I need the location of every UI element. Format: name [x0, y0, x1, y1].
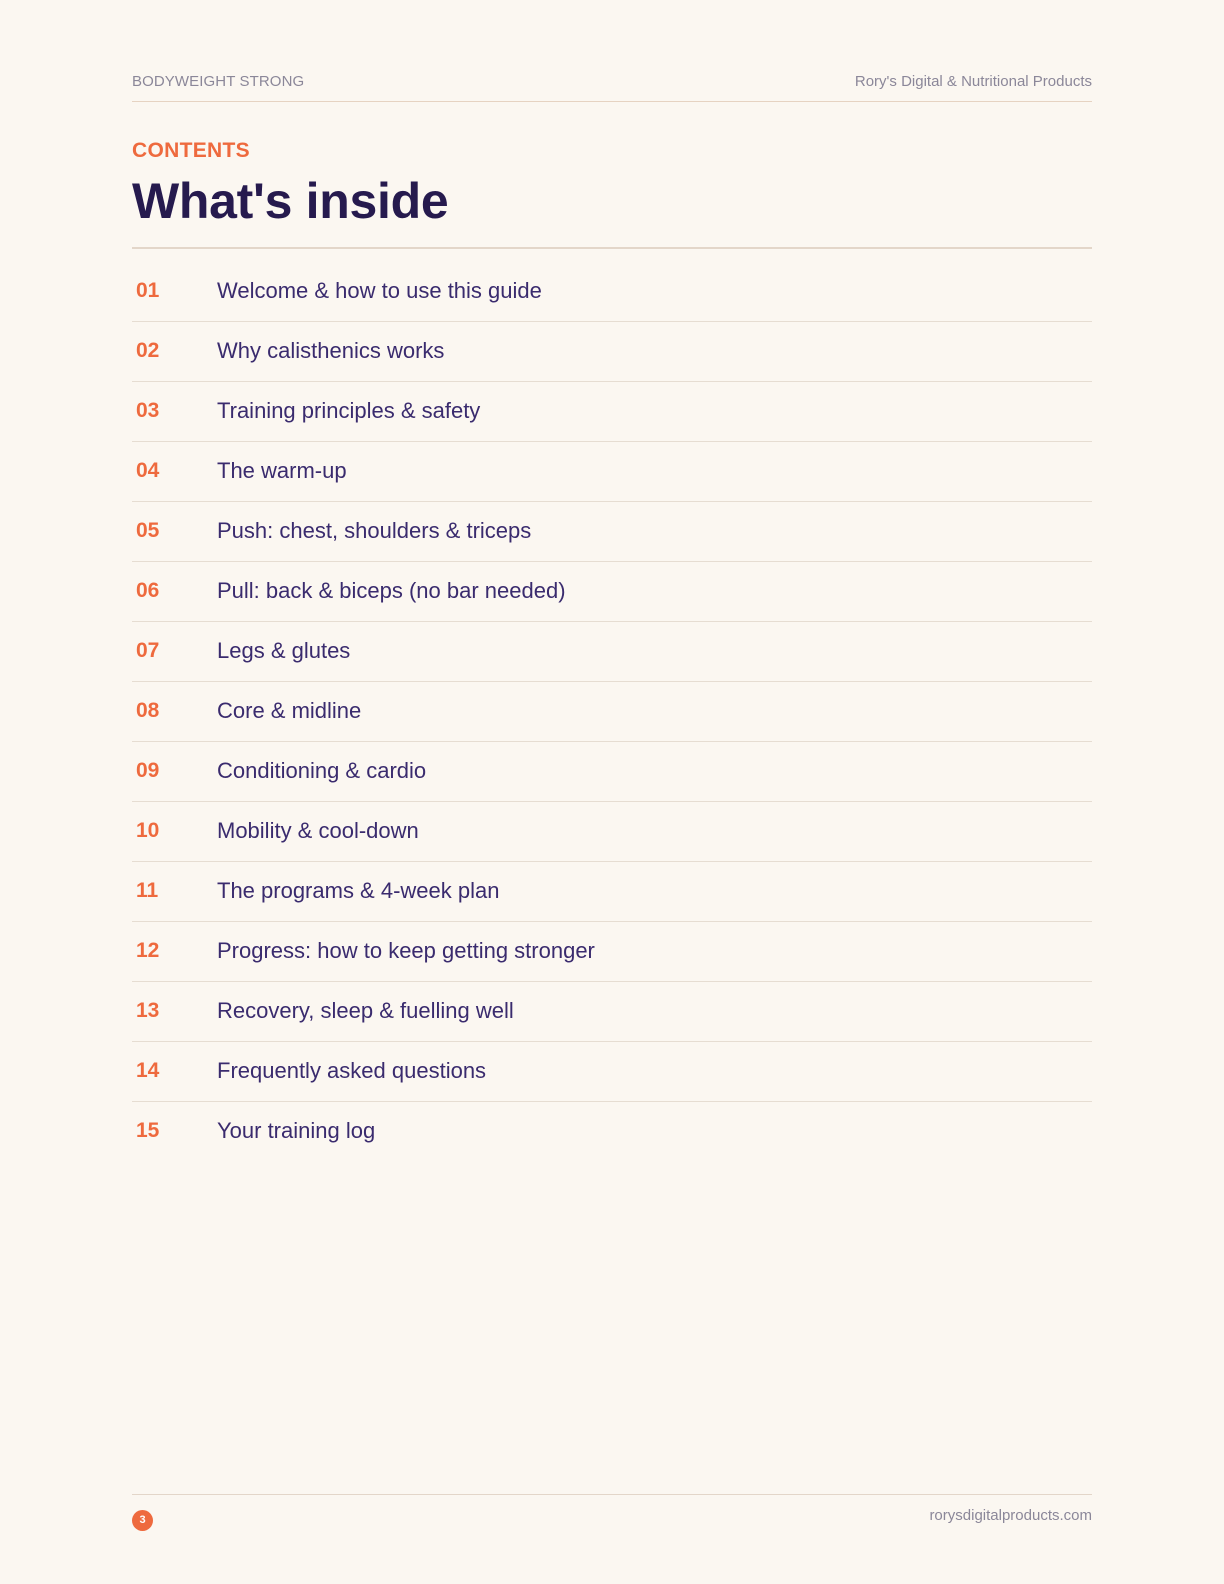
footer-divider: [132, 1494, 1092, 1495]
toc-item-label: Legs & glutes: [217, 638, 351, 663]
toc-item-number: 11: [136, 879, 159, 902]
toc-item-number: 01: [136, 279, 160, 302]
toc-item-label: Push: chest, shoulders & triceps: [217, 518, 532, 543]
toc-item-label: The programs & 4-week plan: [217, 878, 500, 903]
toc-item-number: 09: [136, 759, 160, 782]
toc-item-number: 13: [136, 999, 160, 1022]
toc-item-label: Training principles & safety: [217, 398, 481, 423]
toc-item-number: 08: [136, 699, 160, 722]
toc-item-number: 03: [136, 399, 160, 422]
toc-item-label: Progress: how to keep getting stronger: [217, 938, 595, 963]
toc-item[interactable]: [132, 982, 1092, 1042]
toc-item-number: 12: [136, 939, 160, 962]
toc-item-label: Recovery, sleep & fuelling well: [217, 998, 514, 1023]
running-header: [132, 71, 1092, 102]
page-number-badge: 3: [132, 1510, 153, 1531]
section-kicker: CONTENTS: [132, 139, 250, 162]
toc-item-label: Conditioning & cardio: [217, 758, 427, 783]
toc-item-number: 10: [136, 819, 160, 842]
contents-page: [132, 0, 1092, 1584]
title-divider: [132, 247, 1092, 249]
guide-title: BODYWEIGHT STRONG: [132, 73, 305, 90]
toc-item-label: Core & midline: [217, 698, 362, 723]
toc-item-label: Pull: back & biceps (no bar needed): [217, 578, 566, 603]
toc-item[interactable]: [132, 1102, 1092, 1161]
toc-item[interactable]: [132, 262, 1092, 322]
toc-item[interactable]: [132, 382, 1092, 442]
toc-item-number: 05: [136, 519, 160, 542]
toc-item-number: 06: [136, 579, 160, 602]
toc-item-number: 04: [136, 459, 160, 482]
toc-item-label: Welcome & how to use this guide: [217, 278, 542, 303]
toc-item[interactable]: [132, 682, 1092, 742]
toc-item-label: Why calisthenics works: [217, 338, 445, 363]
toc-item[interactable]: [132, 802, 1092, 862]
toc-item[interactable]: [132, 862, 1092, 922]
toc-item[interactable]: [132, 442, 1092, 502]
toc-item[interactable]: [132, 322, 1092, 382]
toc-item-number: 07: [136, 639, 160, 662]
toc-item[interactable]: [132, 562, 1092, 622]
page-title: What's inside: [132, 173, 449, 229]
toc-item[interactable]: [132, 622, 1092, 682]
toc-item[interactable]: [132, 922, 1092, 982]
table-of-contents: [132, 262, 1092, 1161]
toc-item-label: Mobility & cool-down: [217, 818, 419, 843]
footer-url[interactable]: rorysdigitalproducts.com: [929, 1507, 1092, 1524]
toc-item-label: Frequently asked questions: [217, 1058, 487, 1083]
toc-item-label: The warm-up: [217, 458, 347, 483]
toc-item-number: 14: [136, 1059, 160, 1082]
toc-item[interactable]: [132, 1042, 1092, 1102]
toc-item-number: 02: [136, 339, 160, 362]
publisher-name: Rory's Digital & Nutritional Products: [854, 73, 1092, 90]
toc-item-label: Your training log: [217, 1118, 376, 1143]
toc-item-number: 15: [136, 1119, 160, 1142]
toc-item[interactable]: [132, 502, 1092, 562]
toc-item[interactable]: [132, 742, 1092, 802]
